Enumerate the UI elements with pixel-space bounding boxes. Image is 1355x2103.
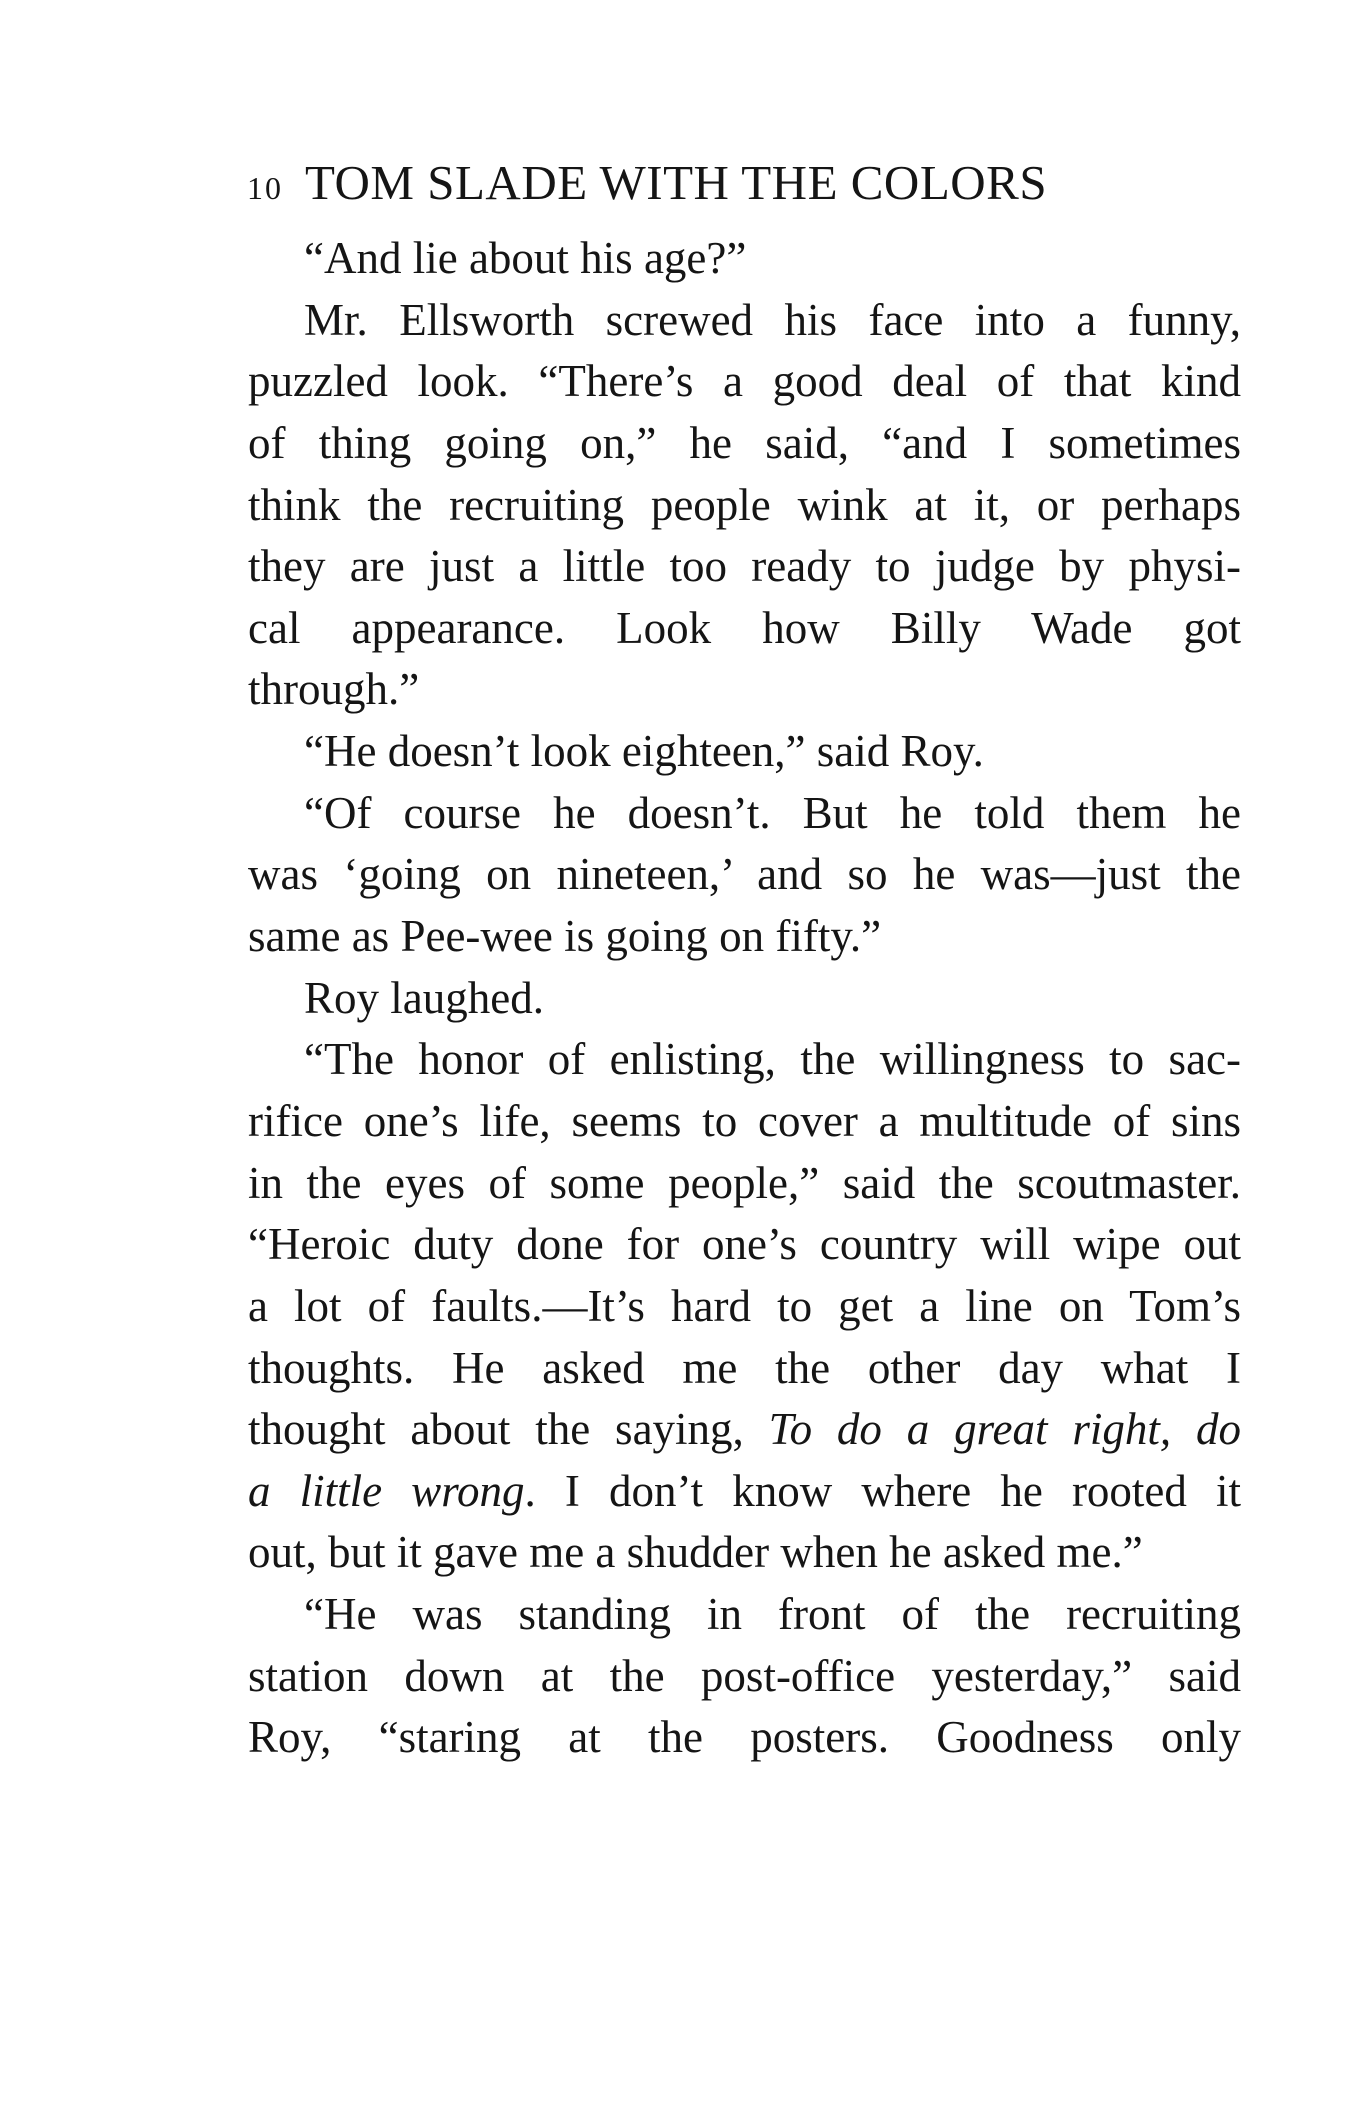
text-line: in the eyes of some people,” said the scoutmaster. — [248, 1157, 1241, 1208]
text-line: through.” — [248, 664, 420, 715]
text-line: a lot of faults.—It’s hard to get a line on Tom’s — [248, 1280, 1241, 1331]
running-title: TOM SLADE WITH THE COLORS — [305, 155, 1048, 210]
italic-quotation: a little wrong — [248, 1465, 525, 1516]
text-line: same as Pee-wee is going on fifty.” — [248, 911, 882, 962]
text-line-with-italic — [248, 1461, 1241, 1523]
text-line: “He doesn’t look eighteen,” said Roy. — [304, 726, 984, 777]
text-line: “He was standing in front of the recruiting — [304, 1589, 1241, 1640]
text-line: “The honor of enlisting, the willingness to sac- — [304, 1034, 1241, 1085]
italic-quotation: To do a great right, do — [768, 1404, 1241, 1455]
text-line: Mr. Ellsworth screwed his face into a funny, — [304, 294, 1241, 345]
text-line: out, but it gave me a shudder when he asked me.” — [248, 1527, 1143, 1578]
text-line: “Of course he doesn’t. But he told them he — [304, 787, 1241, 838]
page-number: 10 — [247, 170, 283, 206]
running-header — [247, 148, 1177, 218]
text-line: thoughts. He asked me the other day what I — [248, 1342, 1241, 1393]
body-text — [248, 228, 1241, 1769]
text-line: was ‘going on nineteen,’ and so he was—just the — [248, 849, 1241, 900]
text-line-with-italic — [248, 1399, 1241, 1461]
text-line: they are just a little too ready to judge by physi- — [248, 541, 1241, 592]
line-segment: . I don’t know where he rooted it — [524, 1465, 1242, 1516]
text-line: cal appearance. Look how Billy Wade got — [248, 602, 1241, 653]
text-line: “And lie about his age?” — [304, 233, 747, 283]
text-line: “Heroic duty done for one’s country will wipe out — [248, 1219, 1241, 1270]
line-segment: thought about the saying, — [248, 1404, 769, 1455]
text-line: Roy, “staring at the posters. Goodness only — [248, 1712, 1241, 1763]
text-line: rifice one’s life, seems to cover a multitude of sins — [248, 1095, 1241, 1146]
text-line: puzzled look. “There’s a good deal of that kind — [248, 356, 1241, 407]
text-line: think the recruiting people wink at it, or perhaps — [248, 479, 1241, 530]
text-line: station down at the post-office yesterday,” said — [248, 1650, 1241, 1701]
text-line: of thing going on,” he said, “and I sometimes — [248, 417, 1241, 468]
text-line: Roy laughed. — [304, 972, 544, 1023]
